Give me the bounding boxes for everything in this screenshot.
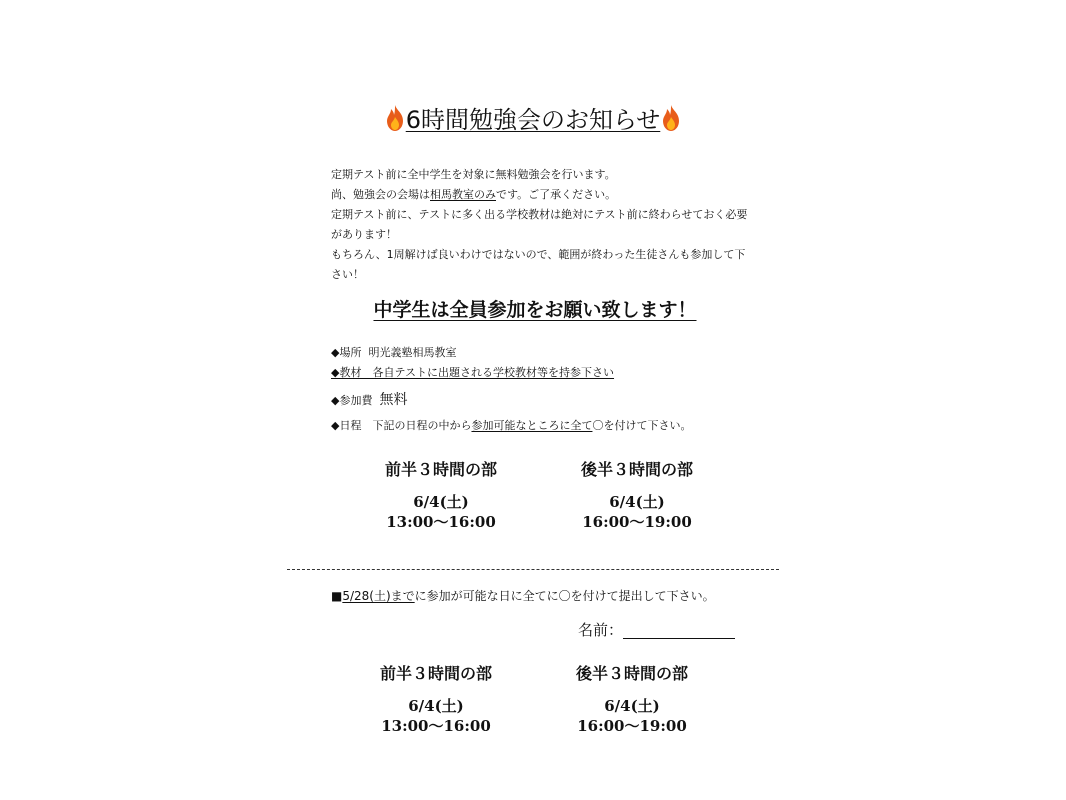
intro-line-3: 定期テスト前に、テストに多く出る学校教材は絶対にテスト前に終わらせておく必要	[331, 208, 748, 221]
intro-line-2	[331, 185, 616, 205]
intro-line-5: もちろん、1周解けば良いわけではないので、範囲が終わった生徒さんも参加して下	[331, 248, 746, 261]
page-title	[0, 102, 1066, 138]
form-note-text: に参加が可能な日に全てに〇を付けて提出して下さい。	[414, 589, 715, 603]
schedule-pre: ◆日程 下記の日程の中から	[331, 419, 472, 432]
schedule-underlined: 参加可能なところに全て	[471, 419, 593, 432]
slot-time: 13:00〜16:00	[381, 717, 491, 735]
slot-date: 6/4(土)	[408, 697, 464, 715]
slot-heading: 後半３時間の部	[580, 460, 693, 479]
intro-line-2-post: です。ご了承ください。	[496, 188, 617, 201]
form-note-bullet: ■	[331, 589, 343, 603]
fee-value: 無料	[379, 392, 408, 408]
emphasis-heading	[0, 296, 1066, 324]
name-field[interactable]	[578, 620, 735, 640]
slot-date: 6/4(土)	[609, 493, 665, 511]
name-label: 名前：	[578, 621, 624, 639]
detail-schedule	[331, 416, 691, 436]
slot-time: 16:00〜19:00	[577, 717, 687, 735]
slot-date: 6/4(土)	[604, 697, 660, 715]
schedule-slot-first-half	[351, 460, 531, 532]
detail-fee	[331, 390, 407, 411]
fee-label: ◆参加費	[331, 394, 373, 407]
detail-material: ◆教材 各自テストに出題される学校教材等を持参下さい	[331, 366, 615, 379]
place-label: ◆場所	[331, 346, 362, 359]
slot-heading: 前半３時間の部	[384, 460, 497, 479]
intro-line-1: 定期テスト前に全中学生を対象に無料勉強会を行います。	[331, 168, 616, 181]
name-blank-line[interactable]	[623, 620, 735, 639]
emphasis-text: 中学生は全員参加をお願い致します！	[373, 299, 697, 321]
fire-icon	[384, 104, 406, 132]
form-instruction	[331, 586, 715, 606]
schedule-post: 〇を付けて下さい。	[592, 419, 692, 432]
cut-line-divider	[287, 569, 779, 570]
fire-icon	[660, 104, 682, 132]
slot-heading: 後半３時間の部	[575, 664, 688, 683]
title-text: 6時間勉強会のお知らせ	[405, 106, 661, 134]
slot-heading: 前半３時間の部	[379, 664, 492, 683]
intro-line-6: さい！	[331, 268, 364, 281]
intro-line-4: があります！	[331, 228, 397, 241]
intro-line-2-pre: 尚、勉強会の会場は	[331, 188, 430, 201]
slot-time: 13:00〜16:00	[386, 513, 496, 531]
schedule-slot-second-half	[547, 460, 727, 532]
slot-time: 16:00〜19:00	[582, 513, 692, 531]
form-deadline: 5/28(土)まで	[342, 589, 415, 603]
slot-date: 6/4(土)	[413, 493, 469, 511]
form-slot-second-half[interactable]	[542, 664, 722, 736]
detail-place	[331, 343, 456, 363]
place-value: 明光義塾相馬教室	[368, 346, 457, 359]
intro-line-2-venue: 相馬教室のみ	[430, 188, 496, 201]
form-slot-first-half[interactable]	[346, 664, 526, 736]
